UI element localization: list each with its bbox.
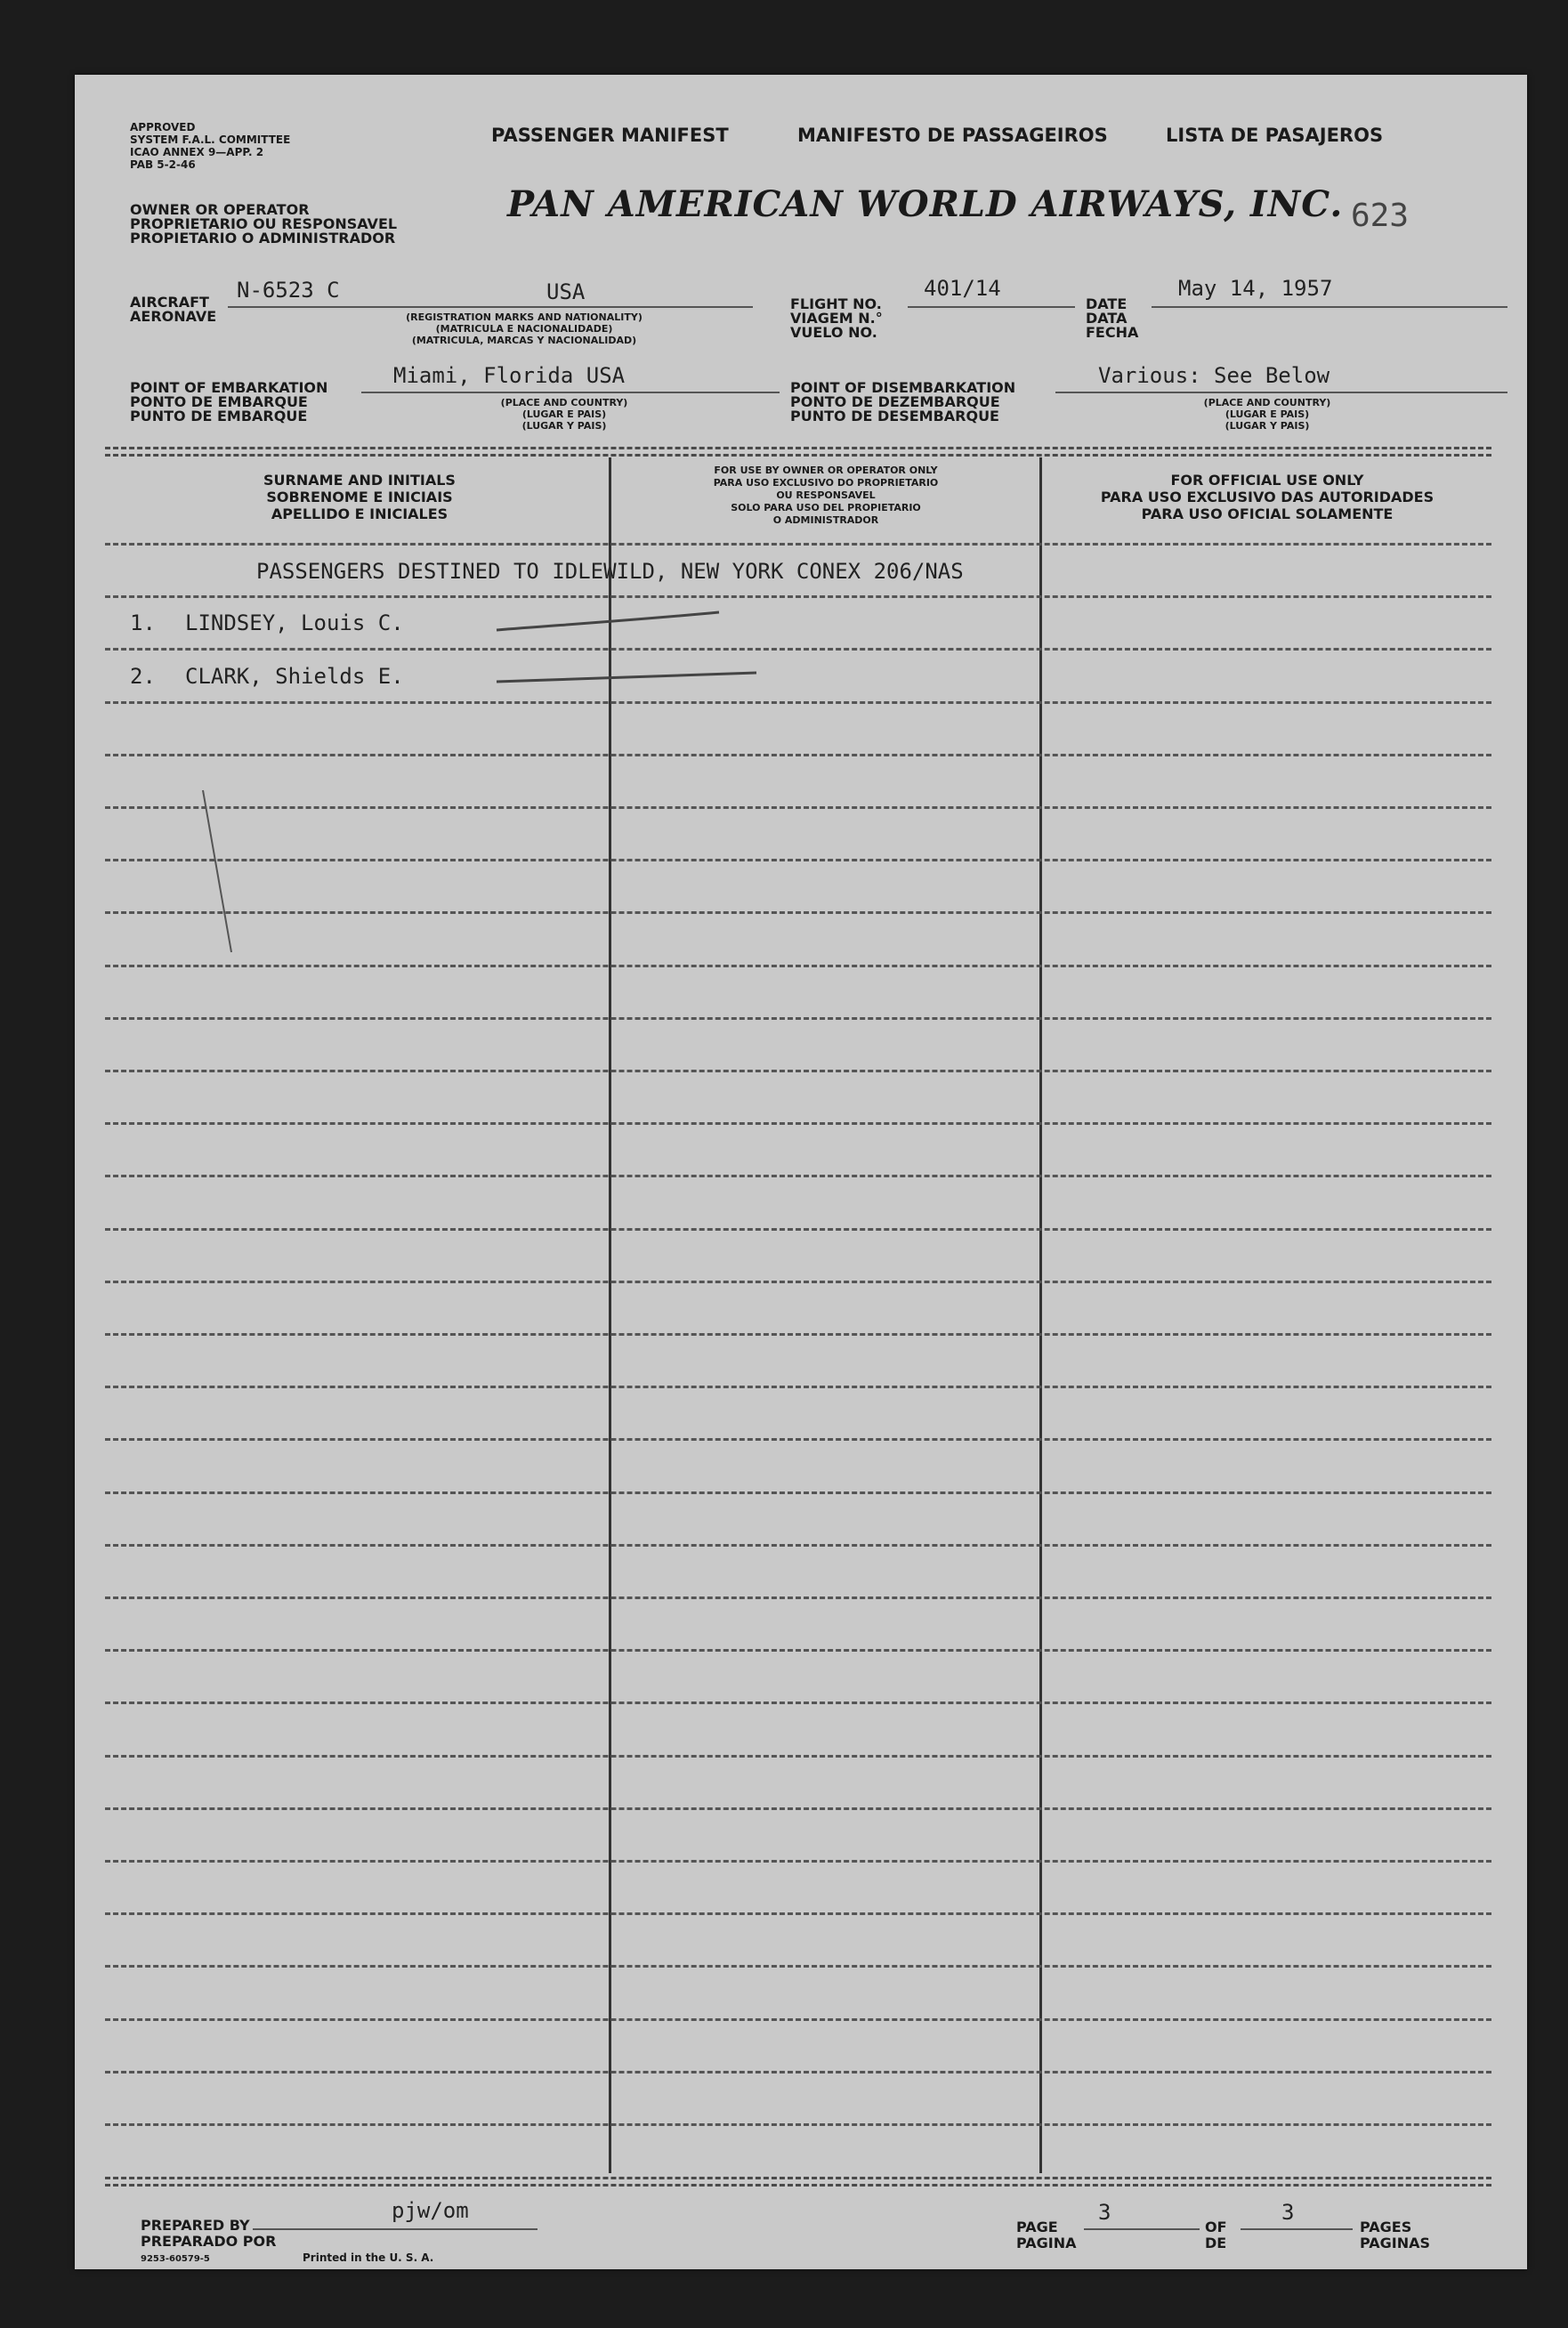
ruled-line: [105, 859, 1491, 861]
column-header-line: SOLO PARA USO DEL PROPIETARIO: [731, 502, 921, 513]
ruled-line: [105, 1702, 1491, 1704]
caption-line: (PLACE AND COUNTRY): [500, 397, 628, 408]
header-passenger-manifest: PASSENGER MANIFEST: [491, 125, 729, 146]
date-label-en: DATE: [1086, 295, 1128, 312]
column-header-line: SURNAME AND INITIALS: [263, 472, 456, 489]
embarkation-value: Miami, Florida USA: [393, 363, 626, 388]
prepared-label-en: PREPARED BY: [141, 2217, 250, 2234]
ruled-line: [105, 1281, 1491, 1283]
date-label: [1086, 297, 1138, 340]
column-header-line: FOR OFFICIAL USE ONLY: [1170, 472, 1364, 489]
pages-label-en: PAGES: [1360, 2219, 1412, 2235]
handwritten-stroke: [493, 609, 724, 635]
embarkation-label-es: PUNTO DE EMBARQUE: [130, 408, 308, 424]
ruled-line: [105, 2018, 1491, 2021]
ruled-line: [105, 1491, 1491, 1494]
column-header-owner-use: [614, 465, 1038, 527]
owner-label: [130, 203, 397, 246]
owner-label-en: OWNER OR OPERATOR: [130, 201, 310, 218]
ruled-line: [105, 701, 1491, 704]
header-lista-pasajeros: LISTA DE PASAJEROS: [1166, 125, 1384, 146]
ruled-line: [105, 1070, 1491, 1072]
disembarkation-value: Various: See Below: [1098, 363, 1330, 388]
handwritten-stroke: [493, 669, 760, 687]
column-header-line: PARA USO EXCLUSIVO DO PROPRIETARIO: [713, 477, 939, 489]
passenger-name: CLARK, Shields E.: [185, 664, 404, 689]
ruled-line: [105, 2123, 1491, 2126]
caption-line: (LUGAR Y PAIS): [1224, 420, 1310, 432]
ruled-line: [105, 754, 1491, 756]
ruled-line: [105, 1333, 1491, 1336]
column-divider: [1039, 457, 1042, 2173]
passenger-name: LINDSEY, Louis C.: [185, 610, 404, 635]
passenger-number: 2.: [130, 664, 156, 689]
flight-number: 401/14: [924, 276, 1001, 301]
ruled-line: [105, 1017, 1491, 1020]
owner-label-pt: PROPRIETARIO OU RESPONSAVEL: [130, 215, 398, 232]
prepared-by-value: pjw/om: [392, 2198, 469, 2223]
column-header-line: PARA USO EXCLUSIVO DAS AUTORIDADES: [1100, 489, 1435, 505]
ruled-line: [105, 648, 1491, 651]
approval-line: ICAO ANNEX 9—APP. 2: [130, 146, 264, 158]
caption-line: (REGISTRATION MARKS AND NATIONALITY): [406, 311, 643, 323]
ruled-line: [105, 1438, 1491, 1441]
caption-line: (MATRICULA, MARCAS Y NACIONALIDAD): [411, 335, 637, 346]
ruled-line: [105, 1386, 1491, 1388]
date-label-pt: DATA: [1086, 310, 1128, 327]
ruled-line: [105, 1860, 1491, 1863]
destination-note: PASSENGERS DESTINED TO IDLEWILD, NEW YORK CONEX 206/NAS: [256, 559, 964, 584]
column-divider: [609, 457, 611, 2173]
of-label: [1205, 2219, 1227, 2251]
form-code: 9253-60579-5: [141, 2254, 210, 2264]
pages-label: [1360, 2219, 1430, 2251]
approval-line: SYSTEM F.A.L. COMMITTEE: [130, 133, 291, 146]
owner-label-es: PROPIETARIO O ADMINISTRADOR: [130, 230, 396, 247]
embarkation-label-en: POINT OF EMBARKATION: [130, 379, 328, 396]
caption-line: (LUGAR E PAIS): [1224, 408, 1310, 420]
ruled-line: [105, 1228, 1491, 1231]
of-value: 3: [1281, 2200, 1295, 2225]
column-header-official: [1045, 472, 1490, 522]
embarkation-label: [130, 381, 327, 424]
column-header-line: OU RESPONSAVEL: [776, 489, 876, 501]
ruled-line: [105, 2071, 1491, 2073]
prepared-label-pt: PREPARADO POR: [141, 2233, 277, 2250]
embarkation-label-pt: PONTO DE EMBARQUE: [130, 393, 308, 410]
of-label-pt: DE: [1205, 2235, 1227, 2251]
column-header-line: FOR USE BY OWNER OR OPERATOR ONLY: [714, 465, 938, 476]
caption-line: (LUGAR E PAIS): [521, 408, 607, 420]
aircraft-label: [130, 295, 216, 324]
page-label-pt: PAGINA: [1016, 2235, 1077, 2251]
ruled-line: [105, 965, 1491, 967]
ruled-line: [105, 911, 1491, 914]
airline-title: PAN AMERICAN WORLD AIRWAYS, INC.: [507, 183, 1344, 225]
date-label-es: FECHA: [1086, 324, 1139, 341]
page-label-en: PAGE: [1016, 2219, 1058, 2235]
manifest-sheet: [75, 75, 1527, 2269]
flight-label-es: VUELO NO.: [790, 324, 877, 341]
pencil-mark: [199, 787, 235, 956]
caption-line: (LUGAR Y PAIS): [521, 420, 607, 432]
column-header-names: [110, 472, 609, 522]
disembarkation-label: [790, 381, 1015, 424]
column-header-line: SOBRENOME E INICIAIS: [266, 489, 453, 505]
caption-line: (MATRICULA E NACIONALIDADE): [435, 323, 613, 335]
sheet-number: 623: [1351, 198, 1410, 234]
approval-line: PAB 5-2-46: [130, 158, 196, 171]
ruled-line: [105, 1755, 1491, 1758]
prepared-by-label: [141, 2218, 276, 2250]
aircraft-label-en: AIRCRAFT: [130, 294, 209, 311]
approval-block: [130, 121, 290, 171]
embarkation-caption: [449, 397, 680, 432]
ruled-line: [105, 806, 1491, 809]
approval-line: APPROVED: [130, 121, 196, 133]
aircraft-label-pt: AERONAVE: [130, 308, 217, 325]
aircraft-nationality: USA: [546, 279, 586, 304]
disembarkation-label-pt: PONTO DE DEZEMBARQUE: [790, 393, 1000, 410]
ruled-line: [105, 1175, 1491, 1177]
flight-label: [790, 297, 883, 340]
disembarkation-label-es: PUNTO DE DESEMBARQUE: [790, 408, 999, 424]
disembarkation-caption: [1152, 397, 1383, 432]
aircraft-registration: N-6523 C: [237, 278, 340, 303]
header-manifesto-passageiros: MANIFESTO DE PASSAGEIROS: [797, 125, 1108, 146]
passenger-number: 1.: [130, 610, 156, 635]
ruled-line: [105, 1965, 1491, 1968]
ruled-line: [105, 1596, 1491, 1599]
flight-label-pt: VIAGEM N.°: [790, 310, 883, 327]
column-header-line: APELLIDO E INICIALES: [271, 505, 449, 522]
column-header-line: PARA USO OFICIAL SOLAMENTE: [1141, 505, 1394, 522]
page-value: 3: [1098, 2200, 1111, 2225]
caption-line: (PLACE AND COUNTRY): [1203, 397, 1331, 408]
flight-date: May 14, 1957: [1178, 276, 1333, 301]
flight-label-en: FLIGHT NO.: [790, 295, 882, 312]
column-header-line: O ADMINISTRADOR: [772, 514, 879, 526]
ruled-line: [105, 1122, 1491, 1125]
pages-label-pt: PAGINAS: [1360, 2235, 1431, 2251]
disembarkation-label-en: POINT OF DISEMBARKATION: [790, 379, 1016, 396]
ruled-line: [105, 595, 1491, 598]
ruled-line: [105, 1912, 1491, 1915]
aircraft-caption: [315, 311, 733, 346]
page-label: [1016, 2219, 1077, 2251]
ruled-line: [105, 543, 1491, 546]
ruled-line: [105, 1807, 1491, 1810]
ruled-line: [105, 1544, 1491, 1547]
of-label-en: OF: [1205, 2219, 1227, 2235]
printed-label: Printed in the U. S. A.: [303, 2251, 434, 2264]
ruled-line: [105, 1649, 1491, 1652]
